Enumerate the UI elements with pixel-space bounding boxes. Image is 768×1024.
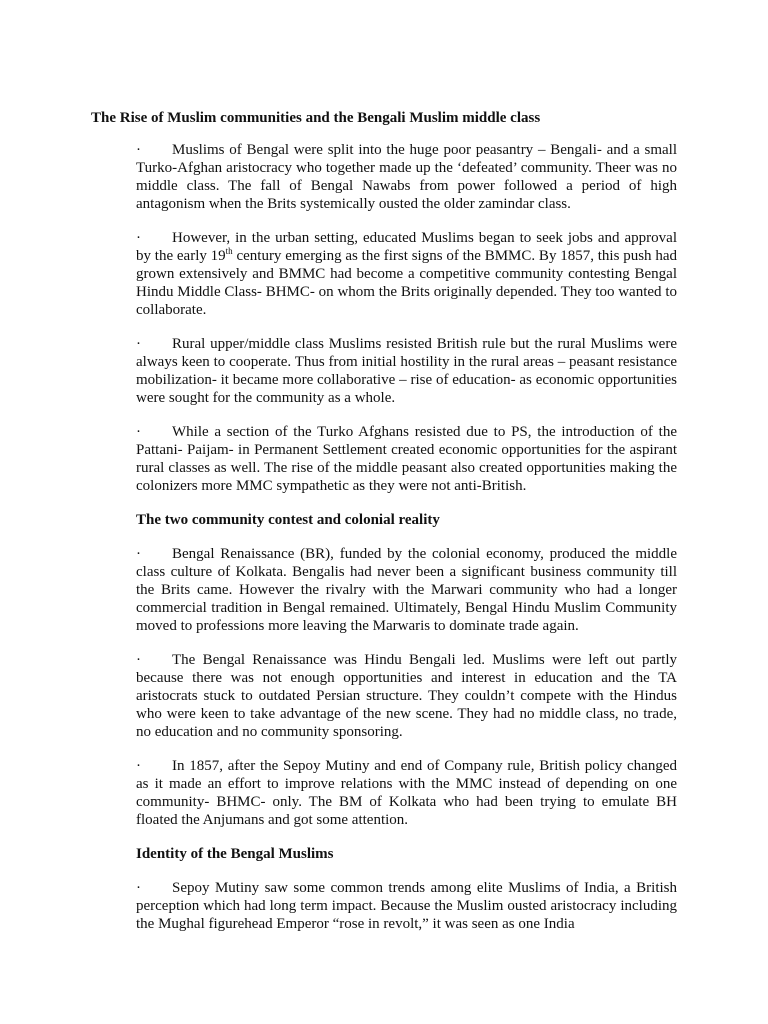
document-body xyxy=(136,141,677,949)
paragraph-3 xyxy=(136,335,677,407)
superscript: th xyxy=(225,246,233,256)
paragraph-6 xyxy=(136,651,677,741)
paragraph-text: Muslims of Bengal were split into the huge poor peasantry – Bengali- and a small Turko-Afghan aristocracy who together made up the ‘defeated’ community. Theer was no middle class. The fall of Bengal Nawabs from power followed a period of high antagonism when the Brits systemically ousted the older zamindar class. xyxy=(136,142,677,212)
bullet-marker: · xyxy=(136,230,141,246)
paragraph-text: The Bengal Renaissance was Hindu Bengali led. Muslims were left out partly because there was not enough opportunities and interest in education and the TA aristocrats stuck to outdated Persian structure. They couldn’t compete with the Hindus who were keen to take advantage of the new scene. They had no middle class, no trade, no education and no community sponsoring. xyxy=(136,652,677,740)
bullet-marker: · xyxy=(136,142,141,158)
section-heading: Identity of the Bengal Muslims xyxy=(136,846,334,862)
bullet-marker: · xyxy=(136,652,141,668)
paragraph-text: In 1857, after the Sepoy Mutiny and end of Company rule, British policy changed as it made an effort to improve relations with the MMC instead of depending on one community- BHMC- only. The BM of Kolkata who had been trying to emulate BH floated the Anjumans and got some attention. xyxy=(136,758,677,828)
section-heading: The two community contest and colonial reality xyxy=(136,512,440,528)
paragraph-text: Rural upper/middle class Muslims resisted British rule but the rural Muslims were always keen to cooperate. Thus from initial hostility in the rural areas – peasant resistance mobilization- it became more collaborative – rise of education- as economic opportunities were sought for the community as a whole. xyxy=(136,336,677,406)
paragraph-text: Bengal Renaissance (BR), funded by the colonial economy, produced the middle class culture of Kolkata. Bengalis had never been a significant business community till the Brits came. However the rivalry with the Marwari community who had a longer commercial tradition in Bengal remained. Ultimately, Bengal Hindu Muslim Community moved to professions more leaving the Marwaris to dominate trade again. xyxy=(136,546,677,634)
paragraph-text: Sepoy Mutiny saw some common trends among elite Muslims of India, a British perception which had long term impact. Because the Muslim ousted aristocracy including the Mughal figurehead Emperor “rose in revolt,” it was seen as one India xyxy=(136,880,677,932)
paragraph-7 xyxy=(136,757,677,829)
bullet-marker: · xyxy=(136,546,141,562)
paragraph-text: However, in the urban setting, educated Muslims began to seek jobs and approval by the early 19 xyxy=(136,230,677,264)
paragraph-4 xyxy=(136,423,677,495)
bullet-marker: · xyxy=(136,758,141,774)
paragraph-5 xyxy=(136,545,677,635)
bullet-marker: · xyxy=(136,880,141,896)
paragraph-text: While a section of the Turko Afghans resisted due to PS, the introduction of the Pattani- Paijam- in Permanent Settlement created economic opportunities for the aspirant rural classes as well. The rise of the middle peasant also created opportunities making the colonizers more MMC sympathetic as they were not anti-British. xyxy=(136,424,677,494)
bullet-marker: · xyxy=(136,336,141,352)
document-title: The Rise of Muslim communities and the Bengali Muslim middle class xyxy=(91,110,541,126)
paragraph-2 xyxy=(136,229,677,319)
bullet-marker: · xyxy=(136,424,141,440)
paragraph-1 xyxy=(136,141,677,213)
paragraph-8 xyxy=(136,879,677,933)
paragraph-text: century emerging as the first signs of the BMMC. By 1857, this push had grown extensively and BMMC had become a competitive community contesting Bengal Hindu Middle Class- BHMC- on whom the Brits originally depended. They too wanted to collaborate. xyxy=(136,248,677,318)
